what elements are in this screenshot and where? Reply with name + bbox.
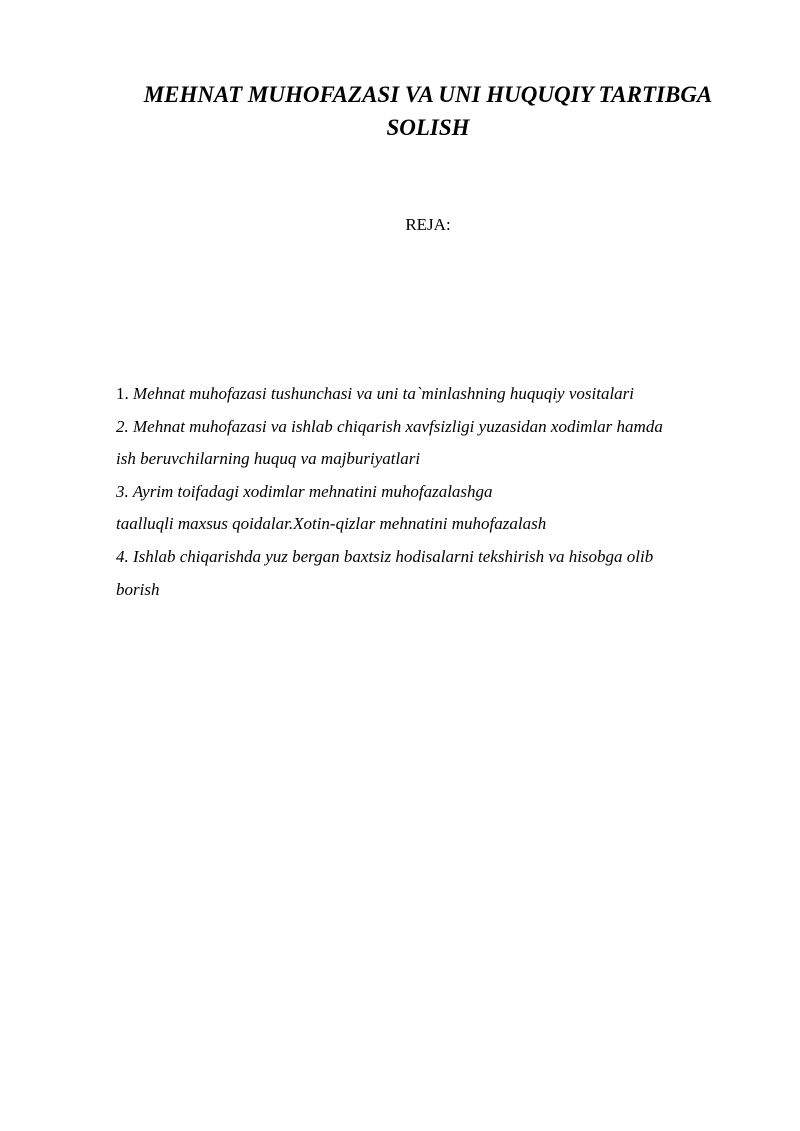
document-title xyxy=(100,78,756,144)
plan-item-3 xyxy=(116,476,736,541)
plan-item-number: 4. xyxy=(116,546,129,566)
plan-item-text: Mehnat muhofazasi va ishlab chiqarish xavfsizligi yuzasidan xodimlar hamda xyxy=(133,416,663,436)
plan-item-text: taalluqli maxsus qoidalar.Xotin-qizlar mehnatini muhofazalash xyxy=(116,514,547,534)
plan-heading: REJA: xyxy=(405,215,451,234)
plan-item-number: 2. xyxy=(116,416,129,436)
plan-list xyxy=(116,378,736,606)
plan-item-line xyxy=(116,378,736,411)
plan-item-line xyxy=(116,411,736,444)
plan-item-number: 1. xyxy=(116,384,129,403)
plan-item-text: Mehnat muhofazasi tushunchasi va uni ta`minlashning huquqiy vositalari xyxy=(133,384,635,403)
plan-item-text: ish beruvchilarning huquq va majburiyatlari xyxy=(116,449,421,469)
plan-item-2 xyxy=(116,411,736,476)
plan-item-4 xyxy=(116,541,736,606)
document-title-line-1: MEHNAT MUHOFAZASI VA UNI HUQUQIY TARTIBGA xyxy=(143,82,713,107)
plan-item-line xyxy=(116,541,736,574)
plan-item-1 xyxy=(116,378,736,411)
document-title-line-2: SOLISH xyxy=(386,115,470,140)
plan-item-number: 3. xyxy=(116,481,129,501)
plan-item-text: borish xyxy=(116,579,160,599)
plan-item-text: Ishlab chiqarishda yuz bergan baxtsiz hodisalarni tekshirish va hisobga olib xyxy=(133,546,654,566)
plan-item-line xyxy=(116,476,736,509)
plan-item-text: Ayrim toifadagi xodimlar mehnatini muhofazalashga xyxy=(132,481,493,501)
